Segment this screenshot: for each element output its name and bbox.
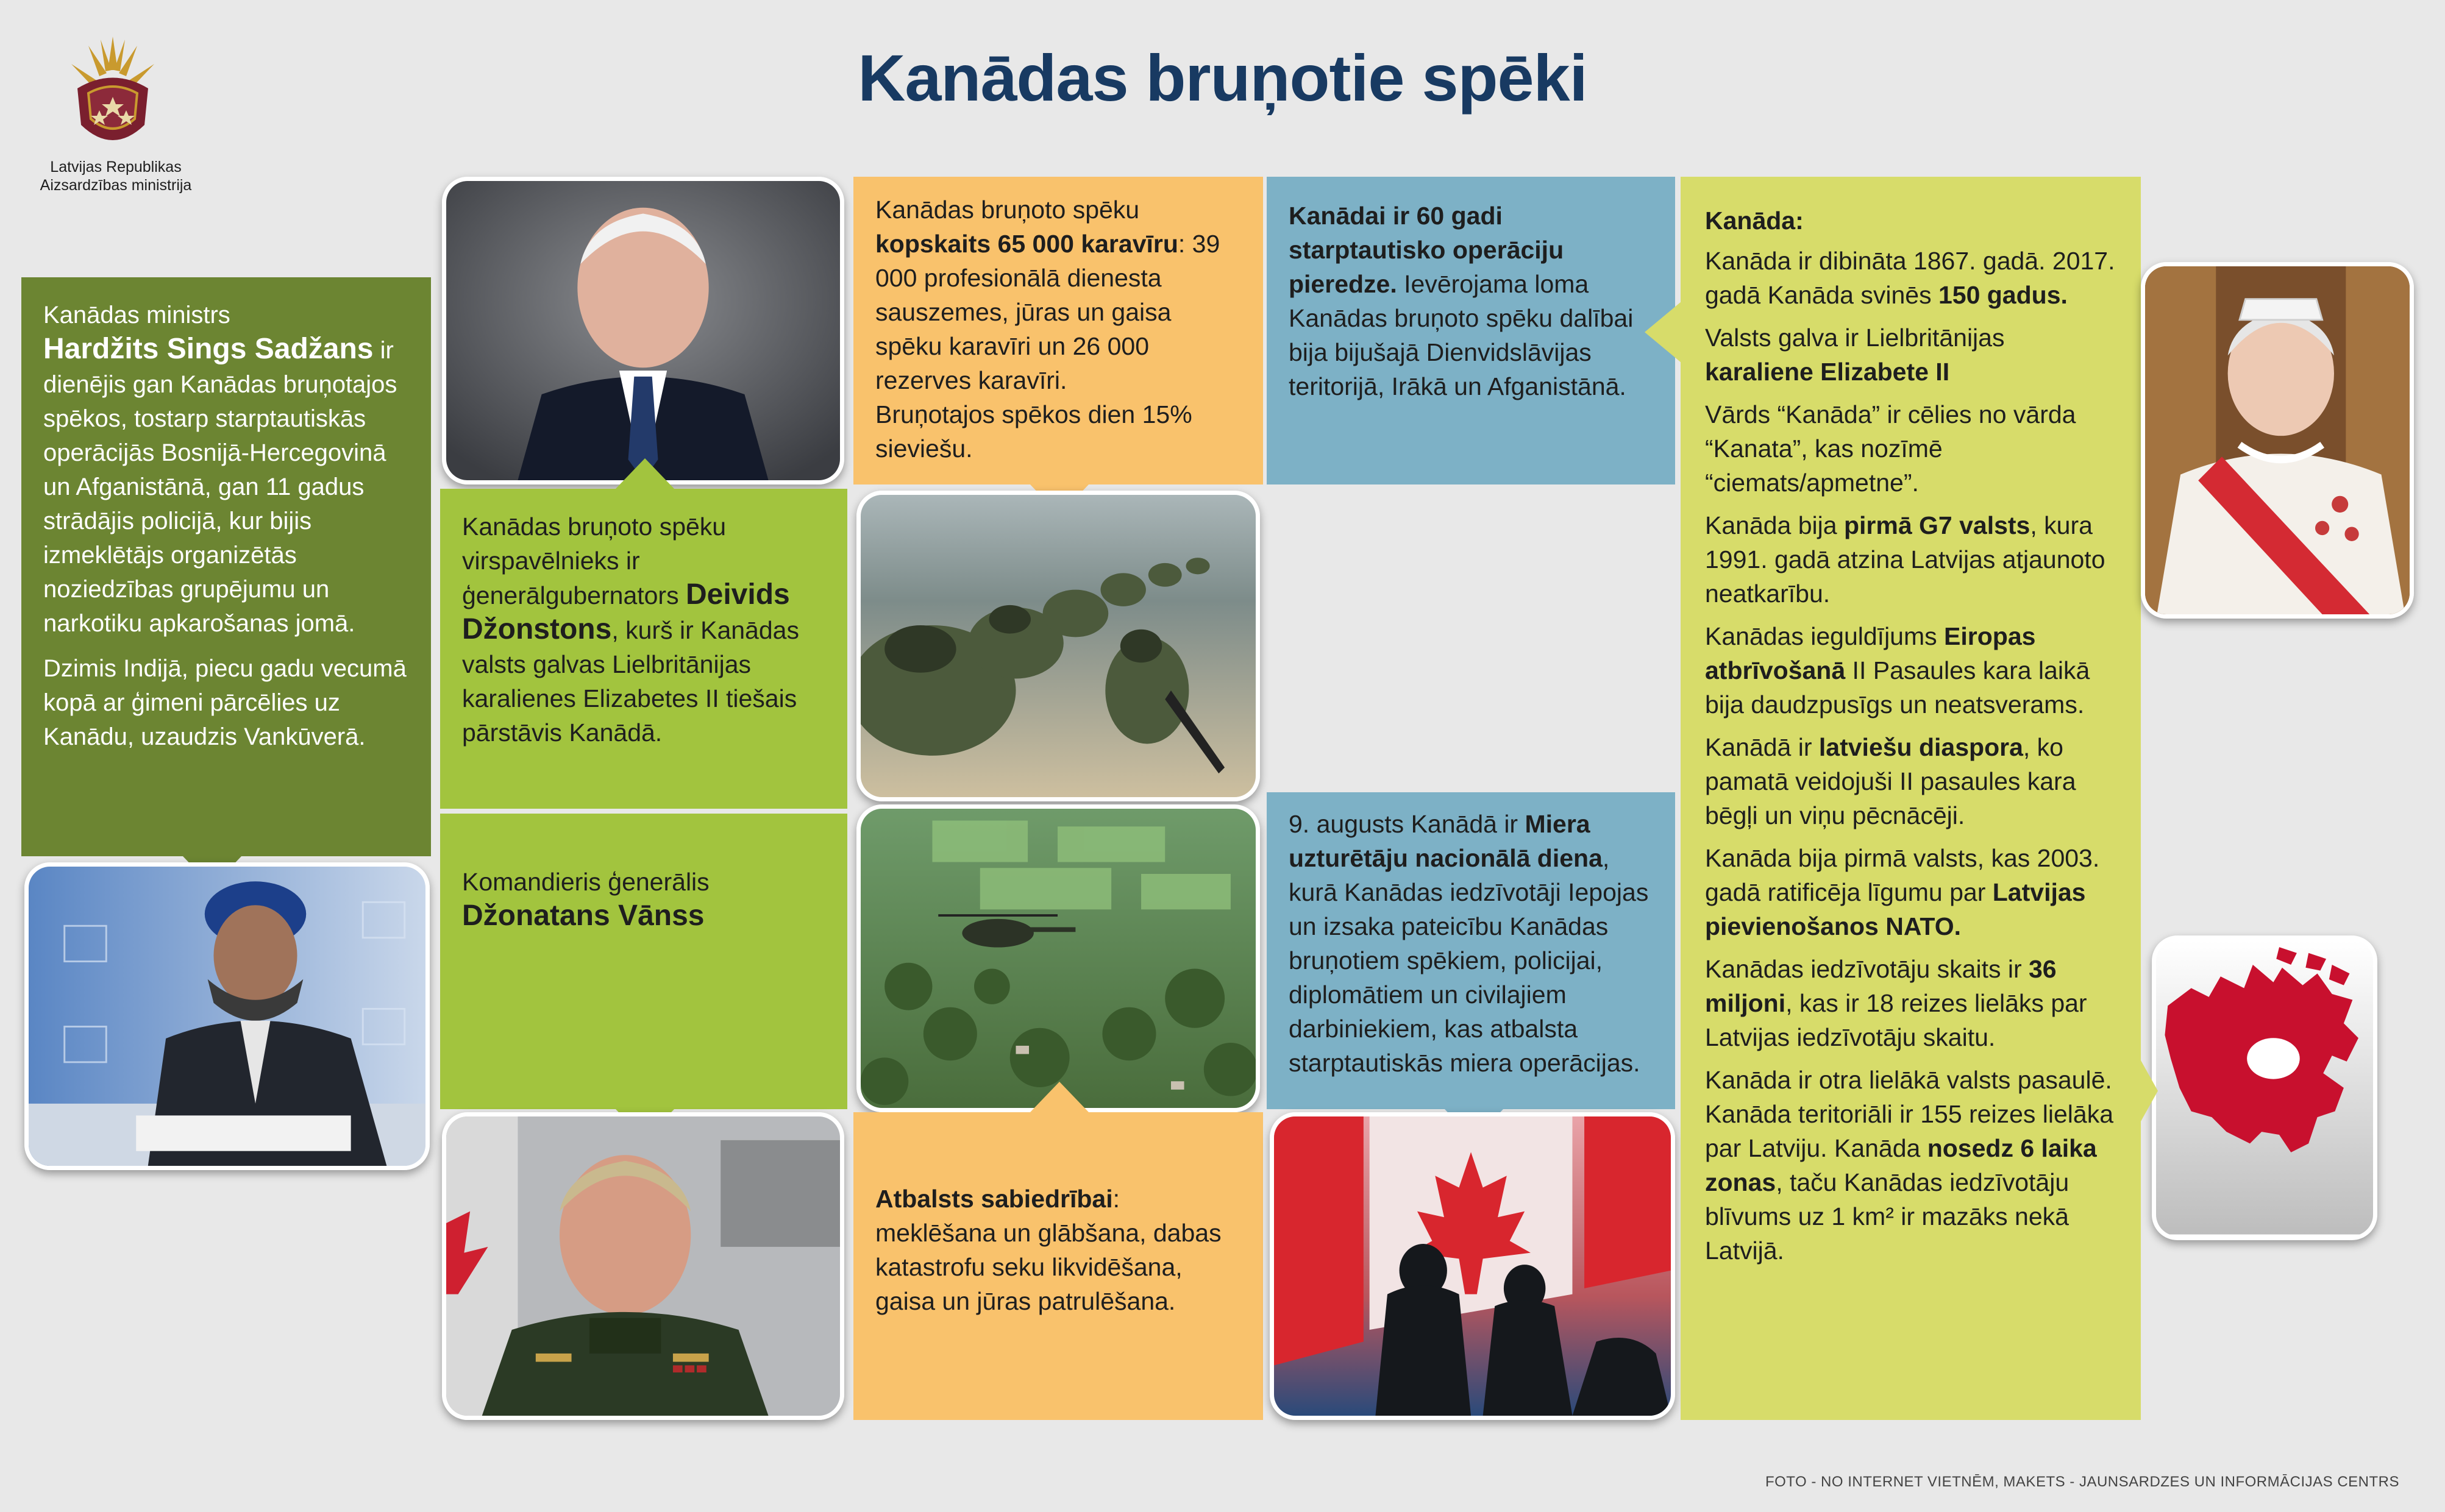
- canada-heading: Kanāda:: [1705, 207, 1804, 235]
- canada-fact-item: [1705, 321, 2116, 389]
- troops-text-before: Kanādas bruņoto spēku: [875, 196, 1140, 224]
- canada-map-icon: [2156, 940, 2373, 1236]
- troops-total: kopskaits 65 000 karavīru: [875, 230, 1178, 258]
- minister-photo: [24, 862, 430, 1170]
- canada-fact-text: Kanādas ieguldījums: [1705, 622, 1945, 650]
- flag-soldiers-photo: [1270, 1112, 1675, 1420]
- support-info-box: [853, 1112, 1263, 1420]
- minister-intro: Kanādas ministrs: [43, 302, 230, 328]
- peacekeepers-day: Miera uzturētāju nacionālā diena: [1289, 810, 1603, 872]
- governor-info-box: [440, 489, 847, 809]
- canada-fact-highlight: 150 gadus.: [1938, 281, 2068, 309]
- minister-text: ir dienējis gan Kanādas bruņotajos spēkos, tostarp starptautiskās operācijās Bosnijā-Hercegovinā un Afganistānā, gan 11 gadus strādājis policijā, kur bijis izmeklētājs organizētās noziedzības grupējumu un narkotiku apkarošanas jomā.: [43, 337, 397, 637]
- canada-fact-highlight: latviešu diaspora: [1818, 733, 2023, 761]
- canada-fact-text: Vārds “Kanāda” ir cēlies no vārda “Kanata”, kas nozīmē “ciemats/apmetne”.: [1705, 400, 2076, 497]
- commander-photo: [442, 1112, 844, 1420]
- operations-title: Kanādai ir 60 gadi starptautisko operāciju pieredze.: [1289, 202, 1564, 298]
- canada-fact-text: Kanādā ir: [1705, 733, 1819, 761]
- canada-fact-highlight: nosedz 6 laika zonas: [1705, 1134, 2097, 1196]
- canada-fact-item: [1705, 508, 2116, 611]
- governor-text-after: , kurš ir Kanādas valsts galvas Lielbritānijas karalienes Elizabetes II tiešais pārstāvis Kanādā.: [462, 616, 799, 747]
- canada-fact-text: Kanāda ir otra lielākā valsts pasaulē. Kanāda teritoriāli ir 155 reizes lielāka par Latviju. Kanāda: [1705, 1066, 2114, 1162]
- peacekeepers-info-box: [1267, 792, 1675, 1109]
- canada-fact-highlight: karaliene Elizabete II: [1705, 358, 1950, 386]
- canada-fact-item: [1705, 841, 2116, 943]
- queen-photo: [2141, 262, 2414, 619]
- canada-fact-highlight: pirmā G7 valsts: [1843, 511, 2030, 539]
- canada-fact-text: II Pasaules kara laikā bija daudzpusīgs un neatsverams.: [1705, 656, 2090, 719]
- canada-fact-text: Kanāda ir dibināta 1867. gadā. 2017. gadā Kanāda svinēs: [1705, 247, 2115, 309]
- minister-info-box: [21, 277, 431, 856]
- helicopter-photo: [856, 804, 1260, 1112]
- canada-fact-text: , kas ir 18 reizes lielāks par Latvijas iedzīvotāju skaitu.: [1705, 989, 2087, 1051]
- soldiers-beach-photo: [856, 491, 1260, 801]
- canada-fact-text: , taču Kanādas iedzīvotāju blīvums uz 1 km² ir mazāks nekā Latvijā.: [1705, 1168, 2070, 1265]
- canada-fact-item: [1705, 619, 2116, 722]
- map-pointer: [2141, 1060, 2158, 1121]
- troops-text-after: : 39 000 profesionālā dienesta sauszemes, jūras un gaisa spēku karavīri un 26 000 rezerves karavīri.: [875, 230, 1220, 394]
- support-text: : meklēšana un glābšana, dabas katastrofu seku likvidēšana, gaisa un jūras patrulēšana.: [875, 1185, 1222, 1315]
- page-title: Kanādas bruņotie spēki: [858, 41, 1587, 115]
- canada-fact-item: [1705, 952, 2116, 1054]
- support-pointer: [1030, 1082, 1089, 1112]
- canada-fact-text: Kanādas iedzīvotāju skaits ir: [1705, 955, 2029, 983]
- commander-name: Džonatans Vānss: [462, 900, 705, 932]
- peacekeepers-text-after: , kurā Kanādas iedzīvotāji Iepojas un izsaka pateicību Kanādas bruņotiem spēkiem, policijai, diplomātiem un civilajiem darbiniekiem, kas atbalsta starptautiskās miera operācijas.: [1289, 844, 1649, 1077]
- canada-fact-item: [1705, 730, 2116, 832]
- support-title: Atbalsts sabiedrībai: [875, 1185, 1113, 1213]
- minister-name: Hardžits Sings Sadžans: [43, 333, 374, 365]
- canada-fact-text: Kanāda bija: [1705, 511, 1844, 539]
- minister-bio: Dzimis Indijā, piecu gadu vecumā kopā ar ģimeni pārcēlies uz Kanādu, uzaudzis Vankūverā.: [43, 655, 407, 750]
- canada-fact-text: Valsts galva ir Lielbritānijas: [1705, 324, 2005, 352]
- canada-fact-text: , kura 1991. gadā atzina Latvijas atjaunoto neatkarību.: [1705, 511, 2105, 608]
- troops-info-box: [853, 177, 1263, 484]
- canada-fact-text: Kanāda bija pirmā valsts, kas 2003. gadā ratificēja līgumu par: [1705, 844, 2100, 906]
- canada-facts-list: [1705, 244, 2116, 1268]
- operations-text: Ievērojama loma Kanādas bruņoto spēku dalībai bija bijušajā Dienvidslāvijas teritorijā, Irākā un Afganistānā.: [1289, 270, 1634, 400]
- canada-fact-highlight: Latvijas pievienošanos NATO.: [1705, 878, 2086, 940]
- commander-label: Komandieris ģenerālis: [462, 868, 710, 896]
- governor-pointer: [616, 458, 674, 489]
- canada-map-panel: [2152, 935, 2377, 1240]
- canada-fact-highlight: Eiropas atbrīvošanā: [1705, 622, 2036, 684]
- ministry-emblem-icon: [64, 34, 162, 155]
- footer-credits: FOTO - NO INTERNET VIETNĒM, MAKETS - JAUNSARDZES UN INFORMĀCIJAS CENTRS: [1765, 1474, 2399, 1490]
- logo-line-2: Aizsardzības ministrija: [40, 177, 192, 194]
- canada-fact-item: [1705, 397, 2116, 500]
- canada-fact-highlight: 36 miljoni: [1705, 955, 2057, 1017]
- operations-info-box: [1267, 177, 1675, 484]
- canada-fact-text: , ko pamatā veidojuši II pasaules kara bēgļi un viņu pēcnācēji.: [1705, 733, 2076, 829]
- governor-photo: [442, 177, 844, 484]
- troops-women: Bruņotajos spēkos dien 15% sieviešu.: [875, 400, 1192, 463]
- canada-facts-box: [1681, 177, 2141, 1420]
- ministry-logo: [24, 34, 207, 194]
- canada-fact-item: [1705, 244, 2116, 312]
- operations-pointer: [1645, 302, 1681, 363]
- peacekeepers-text-before: 9. augusts Kanādā ir: [1289, 810, 1525, 838]
- canada-fact-item: [1705, 1063, 2116, 1268]
- commander-info-box: [440, 814, 847, 1109]
- governor-text-before: Kanādas bruņoto spēku virspavēlnieks ir ģenerālgubernators: [462, 513, 727, 609]
- governor-name: Deivids Džonstons: [462, 578, 790, 645]
- logo-line-1: Latvijas Republikas: [50, 158, 182, 176]
